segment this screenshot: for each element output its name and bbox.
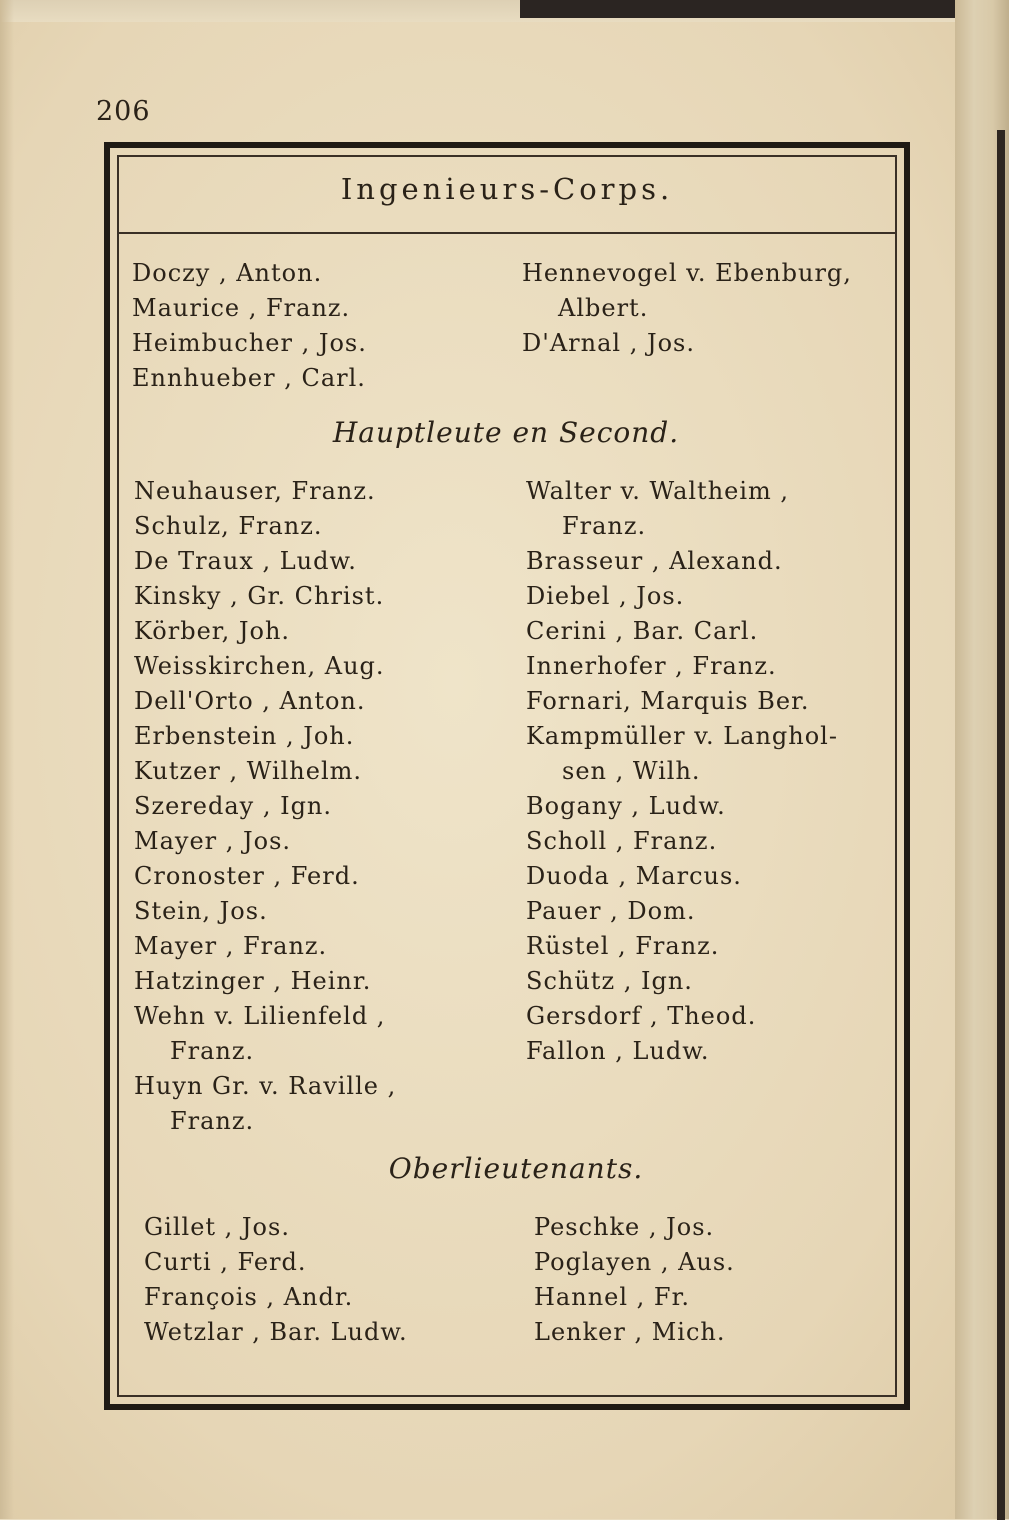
name-entry: Innerhofer , Franz.	[526, 652, 777, 680]
name-entry: Gillet , Jos.	[144, 1213, 290, 1241]
name-entry: Bogany , Ludw.	[526, 792, 726, 820]
name-entry: Fornari, Marquis Ber.	[526, 687, 810, 715]
section-heading-oberlieutenants: Oberlieutenants.	[388, 1152, 644, 1185]
name-entry: Wetzlar , Bar. Ludw.	[144, 1318, 408, 1346]
facing-page-border	[997, 130, 1005, 1520]
page-title: Ingenieurs-Corps.	[340, 172, 674, 206]
section2-right-column	[526, 474, 838, 1069]
name-entry: Scholl , Franz.	[526, 827, 718, 855]
name-entry: Gersdorf , Theod.	[526, 1002, 757, 1030]
name-entry: Wehn v. Lilienfeld ,	[134, 1002, 386, 1030]
name-entry: Brasseur , Alexand.	[526, 547, 783, 575]
page-left-edge	[0, 0, 14, 1519]
name-entry: D'Arnal , Jos.	[522, 329, 695, 357]
name-entry: Mayer , Franz.	[134, 932, 328, 960]
name-entry: Schulz, Franz.	[134, 512, 323, 540]
name-entry: Peschke , Jos.	[534, 1213, 715, 1241]
name-entry: Kutzer , Wilhelm.	[134, 757, 363, 785]
name-entry: Schütz , Ign.	[526, 967, 693, 995]
name-entry: François , Andr.	[144, 1283, 354, 1311]
name-entry-continuation: Albert.	[558, 294, 649, 322]
name-entry: Pauer , Dom.	[526, 897, 696, 925]
name-entry: Szereday , Ign.	[134, 792, 333, 820]
name-entry: Cerini , Bar. Carl.	[526, 617, 759, 645]
name-entry: Heimbucher , Jos.	[132, 329, 367, 357]
name-entry: Rüstel , Franz.	[526, 932, 720, 960]
name-entry: Neuhauser, Franz.	[134, 477, 376, 505]
name-entry: Doczy , Anton.	[132, 259, 323, 287]
name-entry: Weisskirchen, Aug.	[134, 652, 385, 680]
section3-right-column	[534, 1210, 735, 1350]
name-entry: Körber, Joh.	[134, 617, 291, 645]
name-entry: Huyn Gr. v. Raville ,	[134, 1072, 397, 1100]
title-rule	[117, 232, 897, 234]
name-entry: Hatzinger , Heinr.	[134, 967, 372, 995]
name-entry: Hannel , Fr.	[534, 1283, 691, 1311]
name-entry: Dell'Orto , Anton.	[134, 687, 366, 715]
name-entry: Kinsky , Gr. Christ.	[134, 582, 385, 610]
name-entry: Duoda , Marcus.	[526, 862, 742, 890]
name-entry: Erbenstein , Joh.	[134, 722, 355, 750]
section2-left-column	[134, 474, 396, 1139]
section-heading-hauptleute: Hauptleute en Second.	[332, 416, 680, 449]
name-entry-continuation: Franz.	[170, 1037, 255, 1065]
name-entry: Curti , Ferd.	[144, 1248, 307, 1276]
name-entry: Mayer , Jos.	[134, 827, 292, 855]
name-entry: Maurice , Franz.	[132, 294, 351, 322]
name-entry-continuation: sen , Wilh.	[562, 757, 701, 785]
name-entry: Hennevogel v. Ebenburg,	[522, 259, 852, 287]
name-entry: Ennhueber , Carl.	[132, 364, 366, 392]
name-entry: Poglayen , Aus.	[534, 1248, 735, 1276]
page-number: 206	[96, 96, 151, 127]
name-entry: Diebel , Jos.	[526, 582, 685, 610]
section3-left-column	[144, 1210, 408, 1350]
name-entry: De Traux , Ludw.	[134, 547, 357, 575]
section1-left-column	[132, 256, 367, 396]
name-entry: Walter v. Waltheim ,	[526, 477, 790, 505]
name-entry: Kampmüller v. Langhol-	[526, 722, 838, 750]
name-entry-continuation: Franz.	[562, 512, 647, 540]
name-entry: Cronoster , Ferd.	[134, 862, 360, 890]
section1-right-column	[522, 256, 852, 361]
name-entry: Lenker , Mich.	[534, 1318, 726, 1346]
name-entry: Fallon , Ludw.	[526, 1037, 710, 1065]
name-entry-continuation: Franz.	[170, 1107, 255, 1135]
name-entry: Stein, Jos.	[134, 897, 268, 925]
binding-shadow-top	[520, 0, 960, 18]
